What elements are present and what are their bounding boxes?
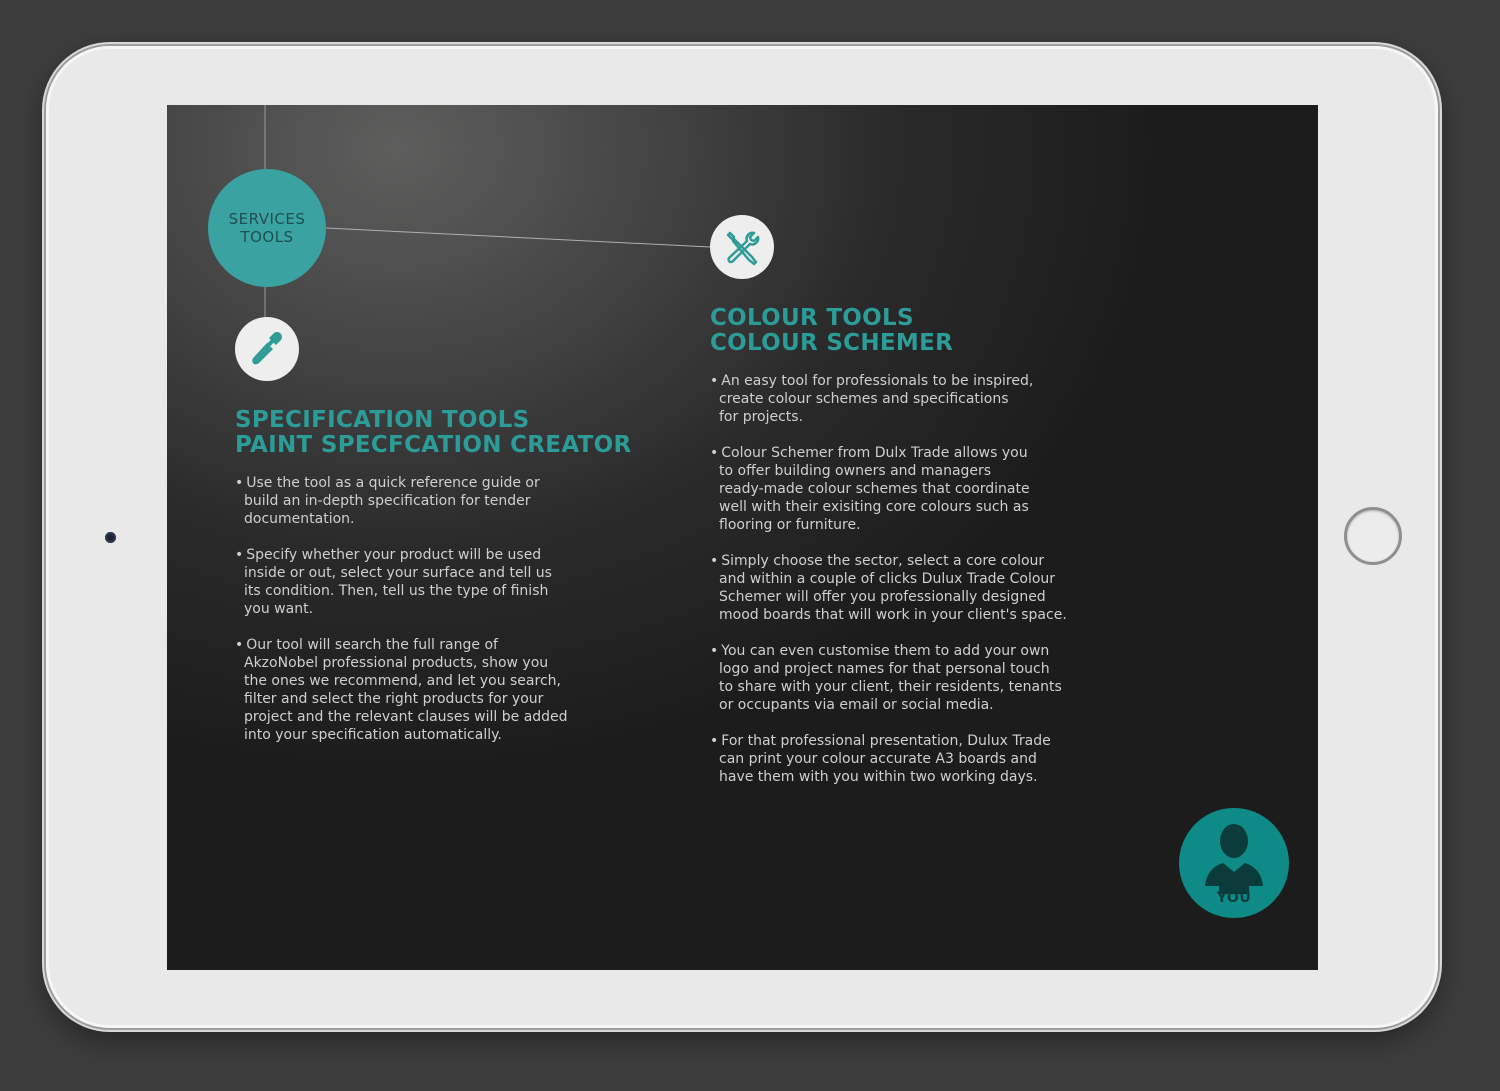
- spec-icon-button[interactable]: [235, 317, 299, 381]
- list-item: • Colour Schemer from Dulx Trade allows you to offer building owners and managers ready-made colour schemes that coordinate well with their exisiting core colours such as flooring or furniture.: [710, 444, 1100, 534]
- camera-icon: [105, 532, 116, 543]
- list-item: • You can even customise them to add your own logo and project names for that personal touch to share with your client, their residents, tenants or occupants via email or social media.: [710, 642, 1100, 714]
- colour-title-2: COLOUR SCHEMER: [710, 330, 954, 356]
- list-item: • Use the tool as a quick reference guide or build an in-depth specification for tender documentation.: [235, 474, 615, 528]
- colour-bullet-list: [710, 372, 1100, 804]
- list-item: • For that professional presentation, Dulux Trade can print your colour accurate A3 boards and have them with you within two working days.: [710, 732, 1100, 786]
- hub-label-line1: SERVICES: [228, 210, 306, 228]
- spec-title-2: PAINT SPECFCATION CREATOR: [235, 432, 632, 458]
- list-item: • Our tool will search the full range of AkzoNobel professional products, show you the ones we recommend, and let you search, filter and select the right products for your project and the relevant clauses will be added into your specification automatically.: [235, 636, 615, 744]
- list-item: • An easy tool for professionals to be inspired, create colour schemes and specifications for projects.: [710, 372, 1100, 426]
- you-button[interactable]: [1179, 808, 1289, 918]
- spec-title-1: SPECIFICATION TOOLS: [235, 407, 530, 433]
- spec-bullet-list: [235, 474, 615, 762]
- you-label: YOU: [1216, 890, 1252, 906]
- colour-heading: [710, 306, 953, 356]
- colour-icon-button[interactable]: [710, 215, 774, 279]
- spec-heading: [235, 408, 632, 458]
- list-item: • Specify whether your product will be used inside or out, select your surface and tell us its condition. Then, tell us the type of finish you want.: [235, 546, 615, 618]
- services-tools-hub[interactable]: [208, 169, 326, 287]
- tools-icon: [722, 227, 762, 267]
- hub-label-line2: TOOLS: [240, 228, 294, 246]
- screen: [167, 105, 1318, 970]
- pipette-icon: [247, 329, 287, 369]
- list-item: • Simply choose the sector, select a core colour and within a couple of clicks Dulux Trade Colour Schemer will offer you professionally designed mood boards that will work in your client's space.: [710, 552, 1100, 624]
- colour-title-1: COLOUR TOOLS: [710, 305, 914, 331]
- home-button[interactable]: [1344, 507, 1402, 565]
